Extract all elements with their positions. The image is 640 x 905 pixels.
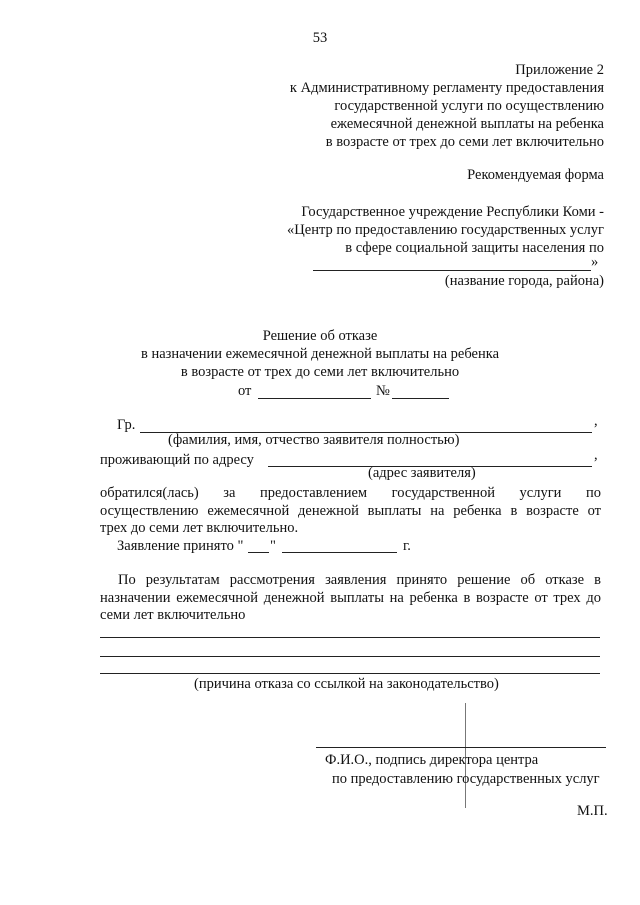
decision-title-3: в возрасте от трех до семи лет включительно — [180, 364, 460, 380]
decision-date-prefix: от — [238, 383, 252, 399]
signature-field[interactable] — [316, 747, 606, 748]
reason-field-3[interactable] — [100, 673, 600, 674]
closing-quote: » — [591, 254, 599, 270]
result-line-1: По результатам рассмотрения заявления принято решение об отказе в — [118, 572, 601, 588]
applicant-name-caption: (фамилия, имя, отчество заявителя полностью) — [168, 432, 460, 448]
decision-number-prefix: № — [376, 383, 390, 399]
institution-line-1: Государственное учреждение Республики Коми - — [301, 204, 604, 220]
address-comma: , — [594, 447, 598, 463]
signature-caption-1: Ф.И.О., подпись директора центра — [325, 752, 539, 768]
signature-caption-2: по предоставлению государственных услуг — [332, 771, 600, 787]
institution-line-3: в сфере социальной защиты населения по — [345, 240, 604, 256]
gr-label: Гр. — [117, 417, 136, 433]
appendix-title: Приложение 2 — [515, 62, 604, 78]
received-suffix: г. — [403, 538, 411, 554]
decision-title-2: в назначении ежемесячной денежной выплаты на ребенка — [140, 346, 500, 362]
city-district-line[interactable] — [313, 270, 591, 271]
appendix-line-3: ежемесячной денежной выплаты на ребенка — [330, 116, 604, 132]
reason-field-2[interactable] — [100, 656, 600, 657]
appendix-line-4: в возрасте от трех до семи лет включительно — [325, 134, 604, 150]
decision-title-1: Решение об отказе — [262, 328, 378, 344]
address-label: проживающий по адресу — [100, 452, 254, 468]
reason-caption: (причина отказа со ссылкой на законодательство) — [194, 676, 499, 692]
applicant-paragraph-1: обратился(лась) за предоставлением государственной услуги по — [100, 485, 601, 501]
result-line-3: семи лет включительно — [100, 607, 246, 623]
institution-line-2: «Центр по предоставлению государственных услуг — [287, 222, 604, 238]
applicant-paragraph-2: осуществлению ежемесячной денежной выплаты на ребенка в возрасте от — [100, 503, 601, 519]
result-line-2: назначении ежемесячной денежной выплаты на ребенка в возрасте от трех до — [100, 590, 601, 606]
page-number: 53 — [312, 30, 328, 46]
appendix-line-1: к Административному регламенту предоставления — [289, 80, 604, 96]
received-month-year-field[interactable] — [282, 552, 397, 553]
stamp-label: М.П. — [577, 803, 608, 819]
appendix-line-2: государственной услуги по осуществлению — [334, 98, 604, 114]
applicant-paragraph-3: трех до семи лет включительно. — [100, 520, 299, 536]
applicant-address-caption: (адрес заявителя) — [368, 465, 476, 481]
recommended-form-label: Рекомендуемая форма — [467, 167, 604, 183]
decision-number-field[interactable] — [392, 398, 449, 399]
name-comma: , — [594, 413, 598, 429]
city-district-caption: (название города, района) — [444, 273, 604, 289]
decision-date-field[interactable] — [258, 398, 371, 399]
reason-field-1[interactable] — [100, 637, 600, 638]
received-mid-quote: " — [270, 538, 276, 554]
received-prefix: Заявление принято " — [117, 538, 244, 554]
received-day-field[interactable] — [248, 552, 269, 553]
